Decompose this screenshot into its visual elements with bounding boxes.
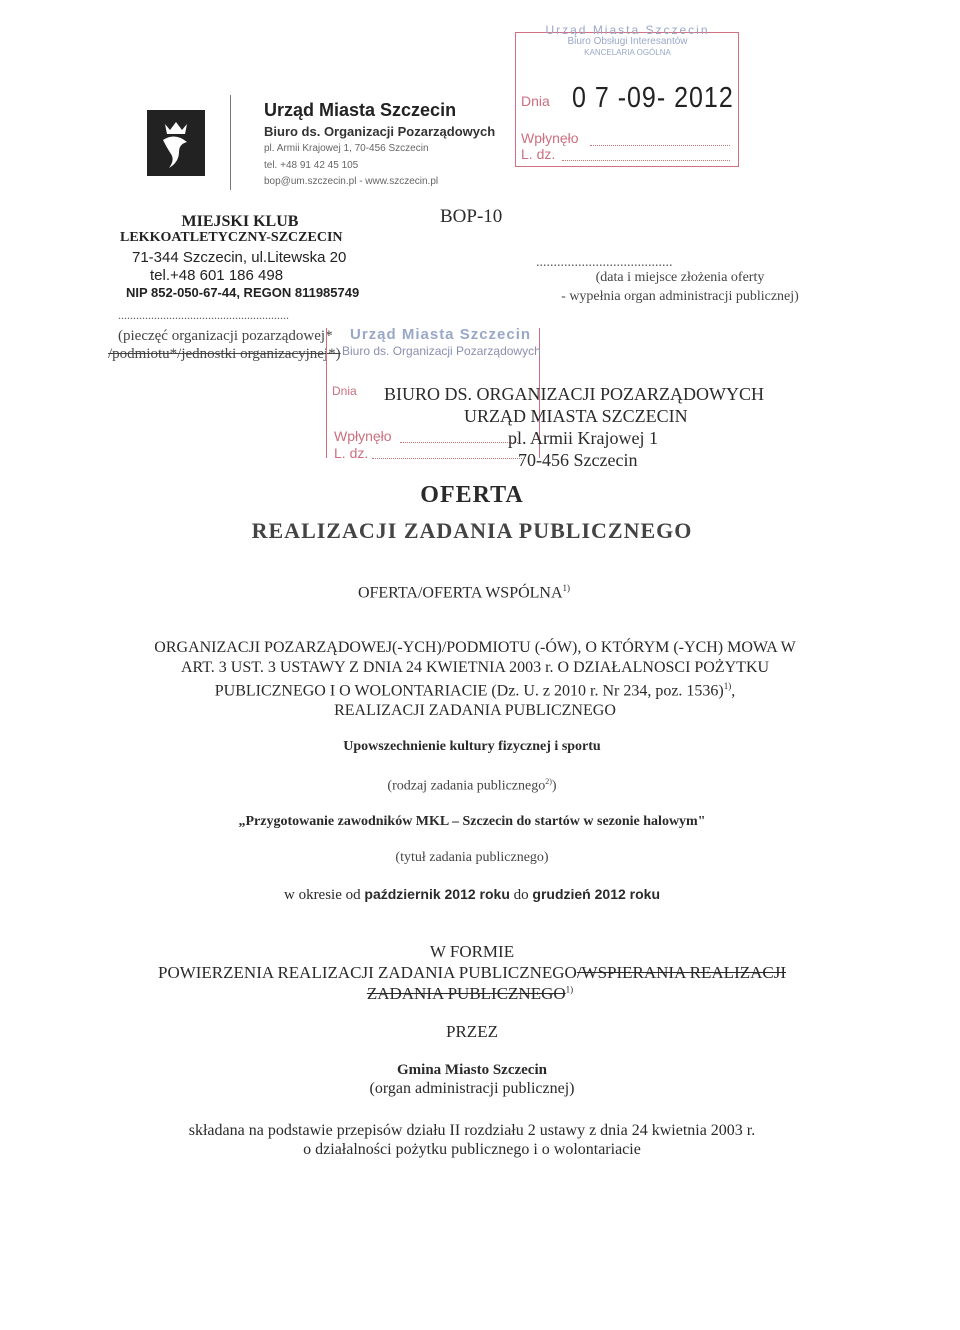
receipt-stamp-dnia-label: Dnia <box>521 93 550 109</box>
seal-caption-1: (pieczęć organizacji pozarządowej* <box>118 328 333 344</box>
task-type-caption-close: ) <box>551 778 557 794</box>
task-title: „Przygotowanie zawodników MKL – Szczecin do startów w sezonie halowym" <box>238 814 706 829</box>
date-place-caption-1: (data i miejsce złożenia oferty <box>595 270 765 285</box>
period-from: październik 2012 roku <box>364 886 510 902</box>
middle-stamp-wplynelo-label: Wpłynęło <box>334 428 392 444</box>
organization-clause-line3-text: PUBLICZNEGO I O WOLONTARIACIE (Dz. U. z 2010 r. Nr 234, poz. 1536) <box>214 682 724 700</box>
middle-stamp-line2: Biuro ds. Organizacji Pozarządowych <box>342 344 541 358</box>
org-department: Biuro ds. Organizacji Pozarządowych <box>264 124 496 139</box>
form-struck-1: /WSPIERANIA REALIZACJI <box>576 963 787 982</box>
document-title: OFERTA <box>420 482 524 508</box>
recipient-line-2: URZĄD MIASTA SZCZECIN <box>464 406 688 426</box>
middle-stamp-dotline <box>372 458 522 459</box>
middle-stamp-dnia-label: Dnia <box>332 384 357 398</box>
receipt-stamp-line3: KANCELARIA OGÓLNA <box>584 48 671 57</box>
document-subtitle: REALIZACJI ZADANIA PUBLICZNEGO <box>251 518 693 543</box>
form-struck-2: ZADANIA PUBLICZNEGO <box>366 984 566 1003</box>
club-stamp-line2: LEKKOATLETYCZNY-SZCZECIN <box>120 230 343 245</box>
footnote-ref: 1) <box>723 681 732 691</box>
period-to: grudzień 2012 roku <box>532 886 660 902</box>
receipt-stamp-line2: Biuro Obsługi Interesantów <box>567 36 688 47</box>
footnote-ref: 1) <box>562 583 571 593</box>
org-web: bop@um.szczecin.pl - www.szczecin.pl <box>264 176 439 187</box>
organization-clause-line3-end: , <box>731 682 736 700</box>
form-value-2 <box>0 984 940 1004</box>
club-stamp-line3: 71-344 Szczecin, ul.Litewska 20 <box>132 249 347 266</box>
legal-basis-line2: o działalności pożytku publicznego i o wolontariacie <box>303 1141 641 1158</box>
form-code: BOP-10 <box>440 206 503 227</box>
form-value-text: POWIERZENIA REALIZACJI ZADANIA PUBLICZNEGO <box>157 963 577 982</box>
recipient-line-4: 70-456 Szczecin <box>518 450 638 470</box>
task-title-caption: (tytuł zadania publicznego) <box>395 850 549 865</box>
offer-type-text: OFERTA/OFERTA WSPÓLNA <box>357 584 563 602</box>
footnote-ref: 1) <box>565 984 574 995</box>
legal-basis-line1: składana na podstawie przepisów działu II rozdziału 2 ustawy z dnia 24 kwietnia 2003 r. <box>188 1122 756 1139</box>
org-name: Urząd Miasta Szczecin <box>264 100 457 120</box>
griffin-crown-icon <box>147 110 205 176</box>
recipient-line-3: pl. Armii Krajowej 1 <box>508 428 658 448</box>
organization-clause-line2: ART. 3 UST. 3 USTAWY Z DNIA 24 KWIETNIA 2003 r. O DZIAŁALNOSCI POŻYTKU <box>180 658 770 676</box>
date-place-dots: ....................................... <box>536 255 673 270</box>
middle-stamp-ldz-label: L. dz. <box>334 445 369 461</box>
authority-name: Gmina Miasto Szczecin <box>397 1062 547 1078</box>
task-period <box>0 886 944 904</box>
middle-stamp-line1: Urząd Miasta Szczecin <box>350 326 532 343</box>
seal-dots: ......................................................... <box>118 308 289 322</box>
task-type-caption-text: (rodzaj zadania publicznego <box>387 778 546 794</box>
recipient-line-1: BIURO DS. ORGANIZACJI POZARZĄDOWYCH <box>384 384 765 404</box>
receipt-stamp-wplynelo-label: Wpłynęło <box>521 130 579 146</box>
receipt-stamp-line1: Urząd Miasta Szczecin <box>545 23 710 37</box>
receipt-stamp-dotline <box>590 145 730 146</box>
period-mid: do <box>513 887 529 903</box>
footnote-ref: 2) <box>545 777 552 786</box>
form-value <box>0 963 944 983</box>
offer-type <box>0 583 928 602</box>
organization-clause-line1: ORGANIZACJI POZARZĄDOWEJ(-YCH)/PODMIOTU (-ÓW), O KTÓRYM (-YCH) MOWA W <box>154 639 796 656</box>
receipt-stamp-dotline <box>562 160 730 161</box>
receipt-date: 0 7 -09- 2012 <box>572 81 734 115</box>
task-type-caption <box>0 777 944 795</box>
seal-caption-2: /podmiotu*/jednostki organizacyjnej*) <box>108 346 341 362</box>
period-prefix: w okresie od <box>283 887 361 903</box>
middle-stamp-dotline <box>400 442 520 443</box>
header-divider <box>230 95 231 190</box>
receipt-stamp-ldz-label: L. dz. <box>521 146 556 162</box>
task-type: Upowszechnienie kultury fizycznej i sportu <box>343 739 601 754</box>
authority-caption: (organ administracji publicznej) <box>369 1080 575 1097</box>
club-stamp-line4: tel.+48 601 186 498 <box>150 267 284 284</box>
city-logo <box>147 110 205 176</box>
club-stamp-line5: NIP 852-050-67-44, REGON 811985749 <box>126 285 360 300</box>
org-address: pl. Armii Krajowej 1, 70-456 Szczecin <box>264 143 429 154</box>
date-place-caption-2: - wypełnia organ administracji publicznej) <box>561 289 799 304</box>
organization-clause <box>80 638 870 720</box>
org-phone: tel. +48 91 42 45 105 <box>264 160 359 171</box>
organization-clause-line4: REALIZACJI ZADANIA PUBLICZNEGO <box>334 701 616 719</box>
form-label: W FORMIE <box>429 942 515 961</box>
organization-clause-line3 <box>80 677 870 701</box>
club-stamp-line1: MIEJSKI KLUB <box>181 213 299 230</box>
by-label: PRZEZ <box>446 1022 498 1041</box>
receipt-stamp-header <box>520 25 735 58</box>
